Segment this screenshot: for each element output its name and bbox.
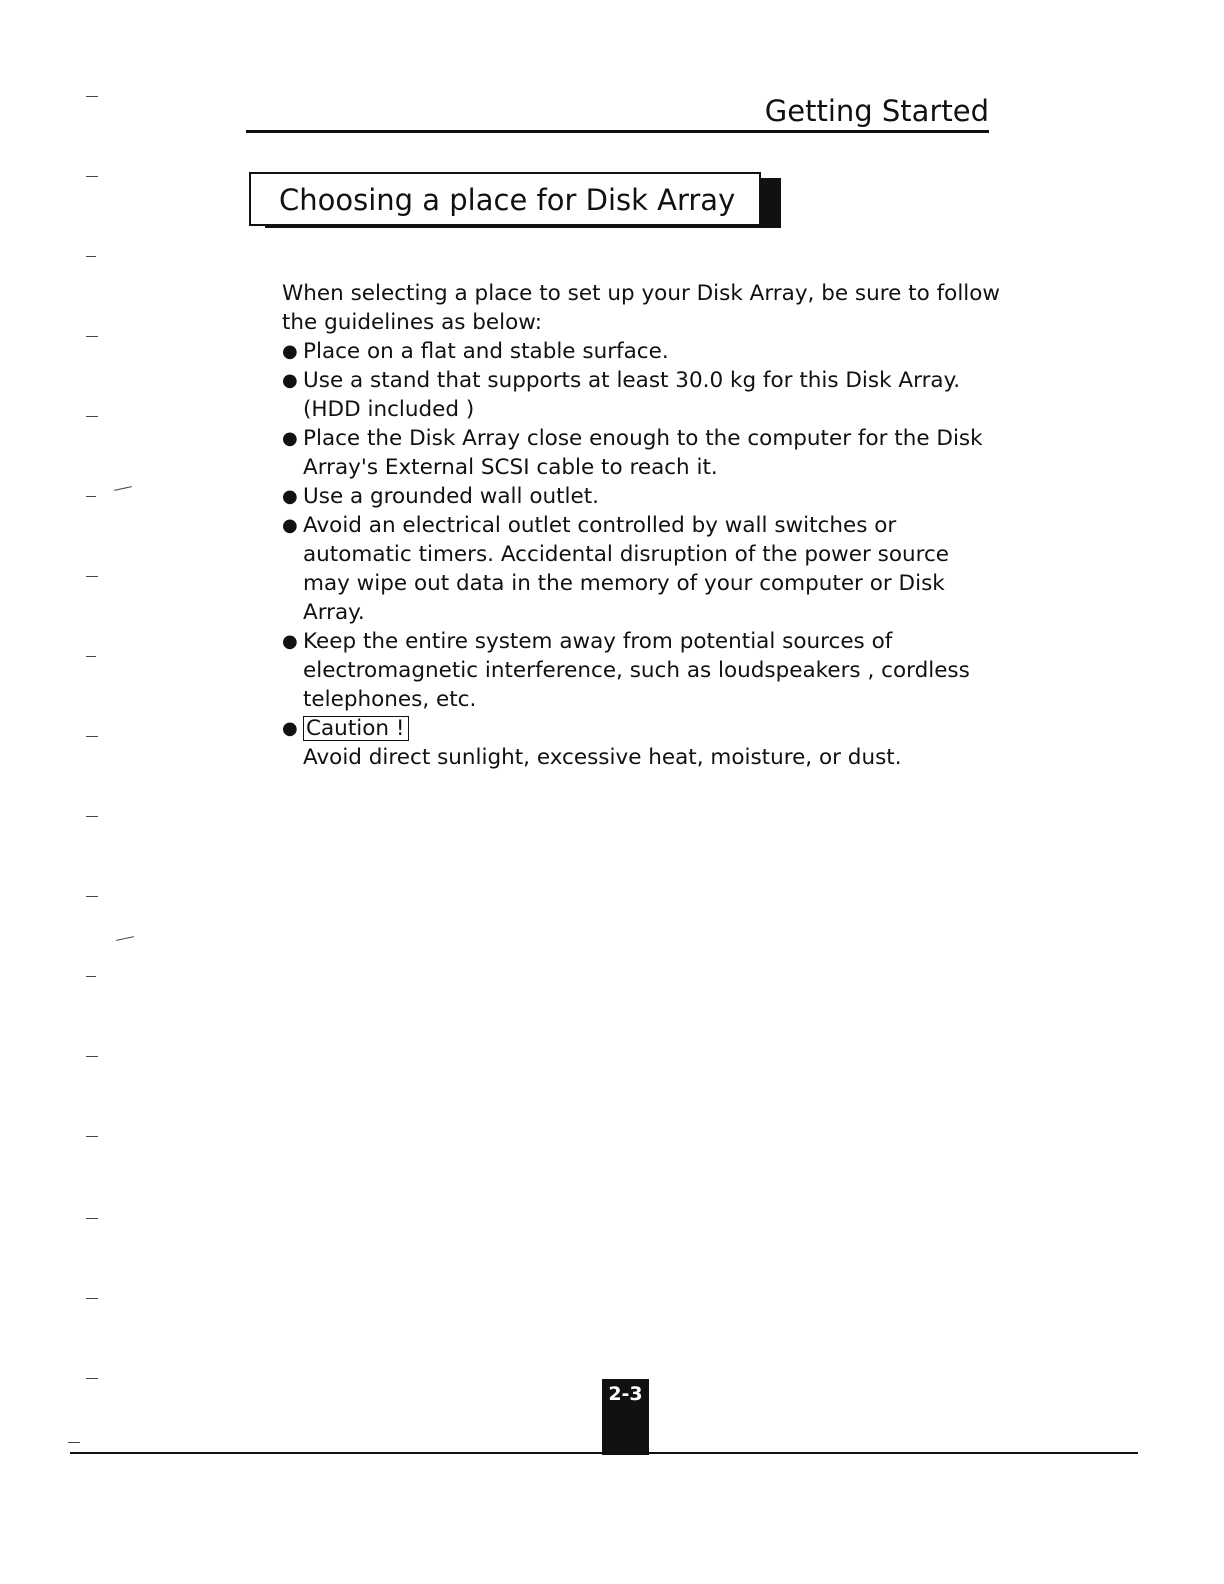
list-item-text: Place on a flat and stable surface. <box>303 339 669 364</box>
bullet-icon: ● <box>282 428 298 449</box>
bullet-icon: ● <box>282 486 298 507</box>
margin-mark <box>86 496 96 497</box>
margin-mark <box>86 1218 98 1219</box>
caution-label: Caution ! <box>303 716 409 741</box>
margin-mark <box>86 336 98 337</box>
list-item-text: Avoid an electrical outlet controlled by wall switches or automatic timers. Accidental disruption of the power source may wipe out data in the memory of your computer or Disk Array. <box>303 513 950 625</box>
margin-mark <box>86 1298 98 1299</box>
list-item <box>282 424 1002 482</box>
list-item-text: Use a grounded wall outlet. <box>303 484 600 509</box>
list-item <box>282 366 1002 424</box>
list-item <box>282 337 1002 366</box>
intro-paragraph: When selecting a place to set up your Disk Array, be sure to follow the guidelines as below: <box>282 281 1001 335</box>
margin-mark <box>86 976 96 977</box>
list-item <box>282 482 1002 511</box>
bullet-icon: ● <box>282 341 298 362</box>
list-item <box>282 627 1002 714</box>
margin-mark <box>86 816 98 817</box>
footer-rule <box>70 1452 1138 1454</box>
body-content <box>282 279 1002 772</box>
header-rule <box>246 130 989 133</box>
bullet-icon: ● <box>282 631 298 652</box>
margin-mark <box>86 176 98 177</box>
bullet-icon: ● <box>282 718 298 739</box>
running-header: Getting Started <box>764 94 989 128</box>
margin-mark <box>86 1136 98 1137</box>
margin-mark <box>86 576 98 577</box>
guidelines-list <box>282 337 1002 772</box>
margin-mark <box>86 1056 98 1057</box>
list-item-text: Keep the entire system away from potential sources of electromagnetic interference, such as loudspeakers , cordless telephones, etc. <box>303 629 970 712</box>
bullet-icon: ● <box>282 515 298 536</box>
margin-mark <box>86 256 96 257</box>
caution-item <box>282 714 1002 772</box>
margin-mark <box>68 1442 80 1443</box>
margin-mark <box>86 896 98 897</box>
margin-mark <box>86 736 98 737</box>
margin-mark <box>114 486 132 491</box>
margin-mark <box>86 96 98 97</box>
page-number: 2-3 <box>602 1379 649 1455</box>
margin-mark <box>86 656 96 657</box>
margin-mark <box>86 1378 98 1379</box>
list-item-text: Use a stand that supports at least 30.0 kg for this Disk Array. (HDD included ) <box>303 368 961 422</box>
list-item <box>282 511 1002 627</box>
margin-mark <box>86 416 98 417</box>
section-title-shadow <box>759 178 781 228</box>
list-item-text: Place the Disk Array close enough to the computer for the Disk Array's External SCSI cable to reach it. <box>303 426 983 480</box>
section-title: Choosing a place for Disk Array <box>279 183 736 217</box>
margin-mark <box>116 936 134 941</box>
caution-text: Avoid direct sunlight, excessive heat, moisture, or dust. <box>303 745 902 770</box>
bullet-icon: ● <box>282 370 298 391</box>
